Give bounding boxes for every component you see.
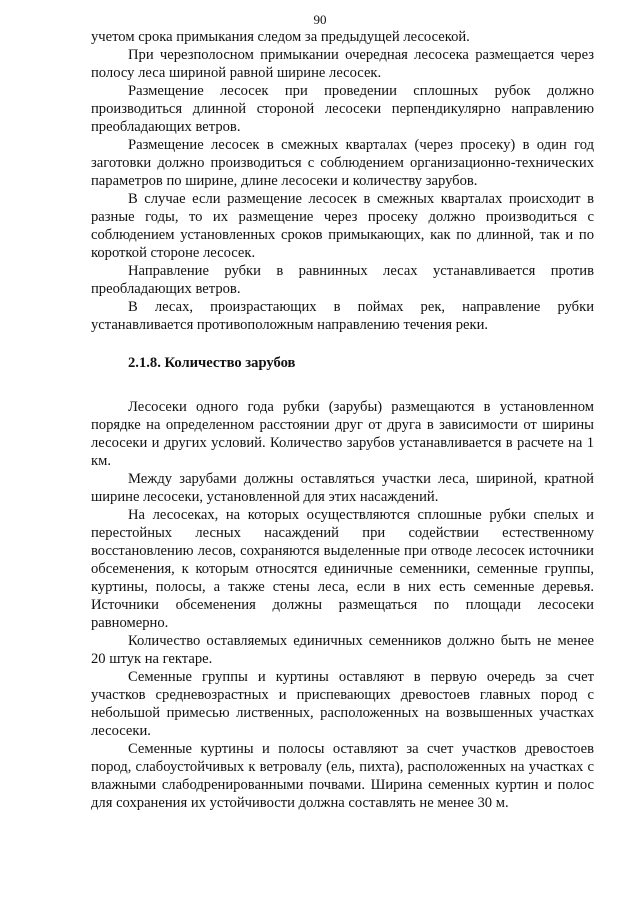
paragraph: В лесах, произрастающих в поймах рек, направление рубки устанавливается противоположным направлению течения реки. [91,299,594,333]
paragraph: В случае если размещение лесосек в смежных кварталах происходит в разные годы, то их размещение через просеку должно производиться с соблюдением установленных сроков примыкающих, как по длинной, так и по короткой стороне лесосек. [91,191,594,261]
paragraph: Семенные группы и куртины оставляют в первую очередь за счет участков средневозрастных и приспевающих древостоев главных пород с небольшой примесью лиственных, расположенных на возвышенных участках лесосеки. [91,669,594,739]
paragraph: На лесосеках, на которых осуществляются сплошные рубки спелых и перестойных лесных насаждений при содействии естественному восстановлению лесов, сохраняются выделенные при отводе лесосек источники обсеменения, к которым относятся единичные семенники, семенные группы, куртины, полосы, а также стены леса, если в них есть семенные деревья. Источники обсеменения должны размещаться по площади лесосеки равномерно. [91,507,594,631]
paragraph: Размещение лесосек при проведении сплошных рубок должно производиться длинной стороной лесосеки перпендикулярно направлению преобладающих ветров. [91,83,594,135]
page-number: 90 [313,12,327,27]
paragraph: Лесосеки одного года рубки (зарубы) размещаются в установленном порядке на определенном расстоянии друг от друга в зависимости от ширины лесосеки и других условий. Количество зарубов устанавливается в расчете на 1 км. [91,399,594,469]
paragraph: При черезполосном примыкании очередная лесосека размещается через полосу леса шириной равной ширине лесосек. [91,47,594,81]
paragraph: Семенные куртины и полосы оставляют за счет участков древостоев пород, слабоустойчивых к ветровалу (ель, пихта), расположенных на участках с влажными слабодренированными почвами. Ширина семенных куртин и полос для сохранения их устойчивости должна составлять не менее 30 м. [91,741,594,811]
paragraph: Размещение лесосек в смежных кварталах (через просеку) в один год заготовки должно производиться с соблюдением организационно-технических параметров по ширине, длине лесосеки и количеству зарубов. [91,137,594,189]
paragraph: учетом срока примыкания следом за предыдущей лесосекой. [91,29,470,45]
document-body [91,28,594,812]
paragraph: Количество оставляемых единичных семенников должно быть не менее 20 штук на гектаре. [91,633,594,667]
paragraph: Направление рубки в равнинных лесах устанавливается против преобладающих ветров. [91,263,594,297]
paragraph: Между зарубами должны оставляться участки леса, шириной, кратной ширине лесосеки, установленной для этих насаждений. [91,471,594,505]
section-heading: 2.1.8. Количество зарубов [128,355,296,371]
